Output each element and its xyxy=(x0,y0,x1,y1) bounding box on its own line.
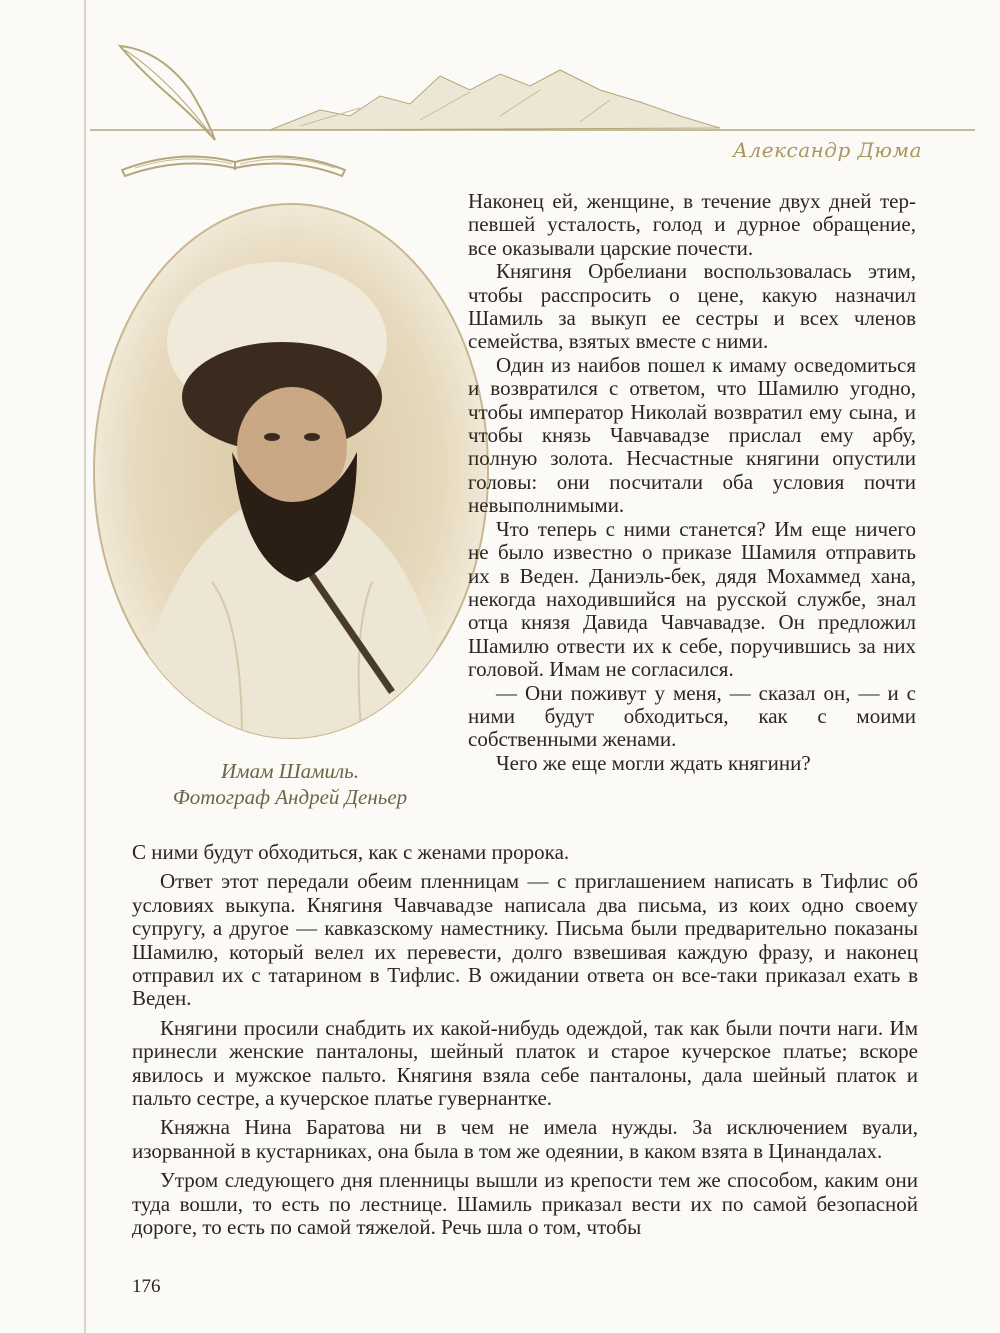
page-spine-line xyxy=(84,0,86,1333)
paragraph: Что теперь с ними станется? Им еще ничего не было известно о приказе Шамиля отправить их в Веден. Даниэль-бек, дядя Мохаммед хана, некогда находившийся на русской службе, знал отца князя Давида Чавчавадзе. Он предложил Шамилю отвести их к себе, поручившись за них головой. Имам не согласился. xyxy=(468,516,916,682)
full-width-text xyxy=(132,841,918,1246)
paragraph: Княгини просили снабдить их какой-нибудь одеждой, так как были почти наги. Им принесли женские панталоны, шейный платок и старое кучерское платье; вскоре явилось и мужское пальто. Княгиня взяла себе панталоны, дала шейный платок и пальто сестре, а кучерское платье гувернантке. xyxy=(132,1015,918,1111)
caption-line-2: Фотограф Андрей Деньер xyxy=(172,785,408,809)
portrait-illustration xyxy=(92,202,490,740)
paragraph: Княгиня Орбелиани воспользовалась этим, чтобы расспросить о цене, какую назначил Шамиль за выкуп ее сестры и всех членов семейства, взятых вместе с ними. xyxy=(468,259,916,354)
quill-icon xyxy=(120,46,215,140)
portrait-caption xyxy=(140,758,440,810)
open-book-icon xyxy=(122,157,345,176)
right-column-text xyxy=(468,190,916,775)
caption-line-1: Имам Шамиль. xyxy=(221,759,359,783)
paragraph: Утром следующего дня пленницы вышли из крепости тем же способом, каким они туда вошли, то есть по лестнице. Шамиль приказал вести их по самой безопасной дороге, то есть по самой тяжелой. Речь шла о том, чтобы xyxy=(132,1168,918,1240)
paragraph: — Они поживут у меня, — сказал он, — и с ними будут обходиться, как с моими собственными женами. xyxy=(468,680,916,752)
paragraph: Один из наибов пошел к имаму осведомиться и возвратился с ответом, что Шамилю угодно, чтобы император Николай возвратил ему сына, и чтобы князь Чавчавадзе прислал ему арбу, полную золота. Несчастные княгини опустили головы: они посчитали оба условия почти невыполнимыми. xyxy=(468,352,916,518)
mountains-illustration xyxy=(270,70,720,130)
page-number: 176 xyxy=(132,1276,161,1297)
paragraph: Княжна Нина Баратова ни в чем не имела нужды. За исключением вуали, изорванной в кустарниках, она была в том же одеянии, в каком взята в Цинандалах. xyxy=(132,1115,918,1163)
paragraph: Наконец ей, женщине, в течение двух дней терпевшей усталость, голод и дурное обращение, все оказывали царские почести. xyxy=(468,189,916,260)
header-ornament xyxy=(0,30,1000,190)
paragraph: Ответ этот передали обеим пленницам — с приглашением написать в Тифлис об условиях выкупа. Княгиня Чавчавадзе написала два письма, из коих одно своему супругу, а другое — кавказскому наместнику. Письма были предварительно показаны Шамилю, который велел их перевести, долго взвешивая каждую фразу, и наконец отправил их с татарином в Тифлис. В ожидании ответа он все-таки приказал ехать в Веден. xyxy=(132,869,918,1011)
running-header-author: Александр Дюма xyxy=(732,138,922,162)
paragraph: Чего же еще могли ждать княгини? xyxy=(496,750,811,775)
paragraph: С ними будут обходиться, как с женами пророка. xyxy=(132,840,570,864)
